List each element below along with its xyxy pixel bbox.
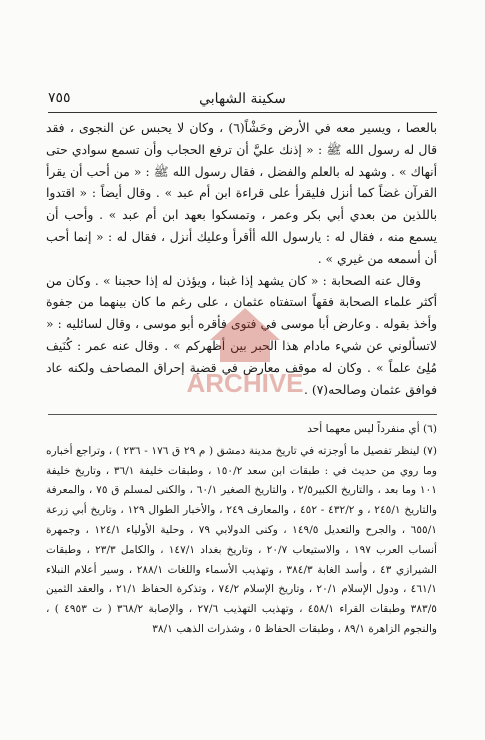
footnote-rule	[48, 414, 437, 415]
footnotes	[46, 420, 437, 642]
header-rule	[48, 112, 437, 113]
footnote: (٦) أي منفرداً ليس معهما أحد	[307, 423, 437, 435]
page-number: ٧٥٥	[48, 90, 71, 106]
main-text	[46, 118, 437, 401]
paragraph: وقال عنه الصحابة : « كان يشهد إذا غبنا ، ويؤذن له إذا حجبنا » . وكان من أكثر علماء الصحابة فقهاً استفتاه عثمان ، على رغم ما كان بينهما من جفوة وأخذ بقوله . وعارض أبا موسى في فتوى فأقره أبو موسى ، وقال لسائليه : « لاتسألوني عن شيء مادام هذا الحبر بين أظهركم » . وقال عنه عمر : كُنَيف مُلِئ علماً » . وكان له موقف معارض في قضية إحراق المصاحف ولكنه عاد فوافق عثمان وصالحه(٧) .	[46, 273, 437, 397]
running-title: سكينة الشهابي	[199, 91, 286, 107]
footnote: (٧) لينظر تفصيل ما أوجزته في تاريخ مدينة دمشق ( م ٢٩ ق ١٧٦ - ٢٣٦ ) ، وتراجع أخباره وما روي من حديث في : طبقات ابن سعد ١٥٠/٢ ، وطبقات خليفة ٣٦/١ ، وتاريخ خليفة ١٠١ وما بعد ، والتاريخ الكبير٢/٥ ، والتاريخ الصغير ٦٠/١ ، والكنى لمسلم ق ٧٥ ، والمعرفة والتاريخ ٢٤٥/١ ، و ٤٣٢/٢ - ٤٥٢ ، والمعارف ٢٤٩ ، والأخبار الطوال ١٢٩ ، وتاريخ أبي زرعة ٦٥٥/١ ، والجرح والتعديل ١٤٩/٥ ، وكنى الدولابي ٧٩ ، وحلية الأولياء ١٢٤/١ ، وجمهرة أنساب العرب ١٩٧ ، والاستيعاب ٢٠/٧ ، وتاريخ بغداد ١٤٧/١ ، والكامل ٢٣/٣ ، وطبقات الشيرازي ٤٣ ، وأسد الغابة ٣٨٤/٣ ، وتهذيب الأسماء واللغات ٢٨٨/١ ، وسير أعلام النبلاء ٤٦١/١ ، ودول الإسلام ٢٠/١ ، وتاريخ الإسلام ٧٤/٢ ، وتذكرة الحفاظ ٢١/١ ، والعقد الثمين ٣٨٣/٥ وطبقات القراء ٤٥٨/١ ، وتهذيب التهذيب ٢٧/٦ ، والإصابة ٣٦٨/٢ ( ت ٤٩٥٣ ) ، والنجوم الزاهرة ٨٩/١ ، وطبقات الحفاظ ٥ ، وشذرات الذهب ٣٨/١	[46, 444, 438, 635]
paragraph: بالعصا ، ويسير معه في الأرض وحَشْاً(٦) ، وكان لا يحبس عن النجوى ، فقد قال له رسول الله ﷺ : « إذنك عليَّ أن ترفع الحجاب وأن تسمع سوادي حتى أنهاك » . وشهد له بالعلم والفضل ، فقال رسول الله ﷺ : « من أحب أن يقرأ القرآن غضاً كما أنزل فليقرأ على قراءة ابن أم عبد » . وقال أيضاً : « اقتدوا باللذين من بعدي أبي بكر وعمر ، وتمسكوا بعهد ابن أم عبد » . وأحب أن يسمع منه ، فقال له : يارسول الله أأقرأ وعليك أنزل ، فقال له : « إنما أحب أن أسمعه من غيري » .	[46, 121, 437, 266]
watermark-text: ARCHIVE	[186, 368, 304, 398]
page-header	[48, 88, 437, 110]
